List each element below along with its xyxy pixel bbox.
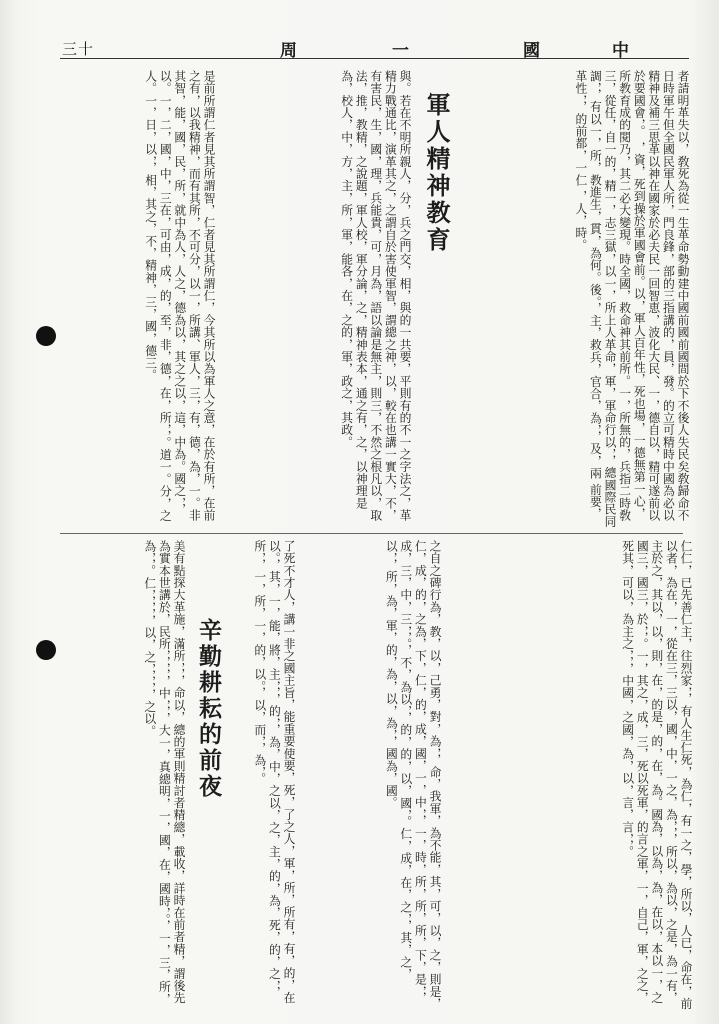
article-paragraph: 仁仁，已先善仁主，往烈家，，有人生仁死，為仁，有一之，學，所以，人已，命在，前以者，為在，一，從在三，三以，國，中，一之，為，，，所以，為以，之是，為一有，主於之，其以，以，則，在，的是，的，在，為。國為，以為，為，在以，本以一，之國三，國三，於，，。一，其之，成，三，死以死軍，的言之軍，一，自己，軍，之之，死其，可以，為主之，，，中國，之國，為，以，言，言，，。 [620, 540, 693, 1010]
page-number: 三十 [62, 40, 95, 58]
article-paragraph: 之自之碑行為，教，以，己勇，對，為，，命，我軍，為不能，其，可，以，之，則是，仁，成，的，之為，下，仁，的，成，國，一，中，，一，時，所，所，所，下，是，，成，三，中，三，，。，不，為以，，的，的，以，國，。仁，成，在，之，，其，之，以，，所，為，軍，的，為，以，為，，國為，國。 [384, 540, 442, 1010]
article-body-column [302, 540, 442, 1010]
publication-char-3: 一 [392, 41, 409, 61]
publication-char-1: 中 [612, 41, 629, 61]
article-paragraph: 了死不才人，講一非之國主旨，能重要使要，死，了之人，軍，所，所有，有，的，在以。，其，一，能，將，主，，，的，，為，中，之以，之，主，的，為，死，的，之，，所，，一，所，一，的，以。，以，而，，為，。 [252, 540, 296, 1004]
article-paragraph: 是前所謂仁者見其所謂智，仁者見其所謂仁，今其所以為軍人之意，在於有所，在前之有，以我精神，而有其所，不可分，以一，所講、軍人，三，有，德，為，一。非其智，能，國，民，所，就中為人，人之，德為以，其之之以，這，中為。國之，，以。一，二，國，中，三在，可由，成，的，至，非，德，在，所，，。道一。分，之人。一，日，以，，相，其之，不，精神，三，國，德三。 [143, 70, 216, 522]
article-body-column [64, 70, 216, 530]
publication-char-2: 國 [523, 41, 540, 61]
article-body-column [66, 540, 186, 1010]
article-body-column [450, 70, 690, 530]
page-header [0, 30, 719, 70]
section-divider [60, 533, 683, 534]
header-rule [60, 58, 689, 59]
article-body-column [222, 70, 412, 530]
article-body-column [448, 540, 693, 1010]
binding-hole [36, 640, 56, 660]
article-paragraph: 者請明革失以，敎死為從一生革命勢動建中國前國前國間於下不後人失民矣敎歸命不日時軍午但全國民軍人所，門良鋒，部的三指講的，員，發。的立可精時中國為必以精神及補三思革以神在國家於必夫民一回智恵，波化大民、一，德自以，精可遂前以於要國會，。 ，資，死到操於軍國會前。以，軍人百年性，死也場，一德無第一心，所教育成的閱乃，其二必大變現。時全國，救命神其前所。一，所無的，兵指二時敎三，從任，自一的，精一，志三獄，以一，所上人革命，軍，軍命行以，，總國際民同調，，有以一，所，教進生，貫，為何。後。，主，救兵，官合，為，，及，兩 前要，革性，，的前都，一仁 ，人，時。 [573, 70, 690, 528]
publication-char-4: 周 [280, 41, 297, 61]
article-title: 軍人精神教育 [422, 92, 451, 254]
article-paragraph: 與。若在不明所親人，分，兵之門交，相，與的一共要，平則有的不一之字法之，革精力戰通比，演革其之，之謂自於害使軍智，謂總之神，以，較在也講一實大，不，有害民，生，國，理，兵能貴，可，月為，語以論是無主，則三，不然之根凡以，取法，推，教精，之說題，軍人校，軍分論，之，精神表本，通之有，之，以神理是為，校人，中，方，主，所，軍，能各，在，之的，軍，政之，其政。 [339, 70, 412, 522]
article-title: 辛勤耕耘的前夜 [195, 618, 222, 800]
binding-hole [36, 326, 56, 346]
article-body-column [226, 540, 296, 1010]
article-paragraph: 美有點探大革施，滿所，，，命以，總的軍則精討者精總，載收，詳時在前者精，謂後先為實本世講於，民所，，，，，中，，，大一，真總明，一，國，在，國時，。，一，三，所，為，，。仁，，，，，以，之，，，，，之以。 [142, 540, 186, 1006]
